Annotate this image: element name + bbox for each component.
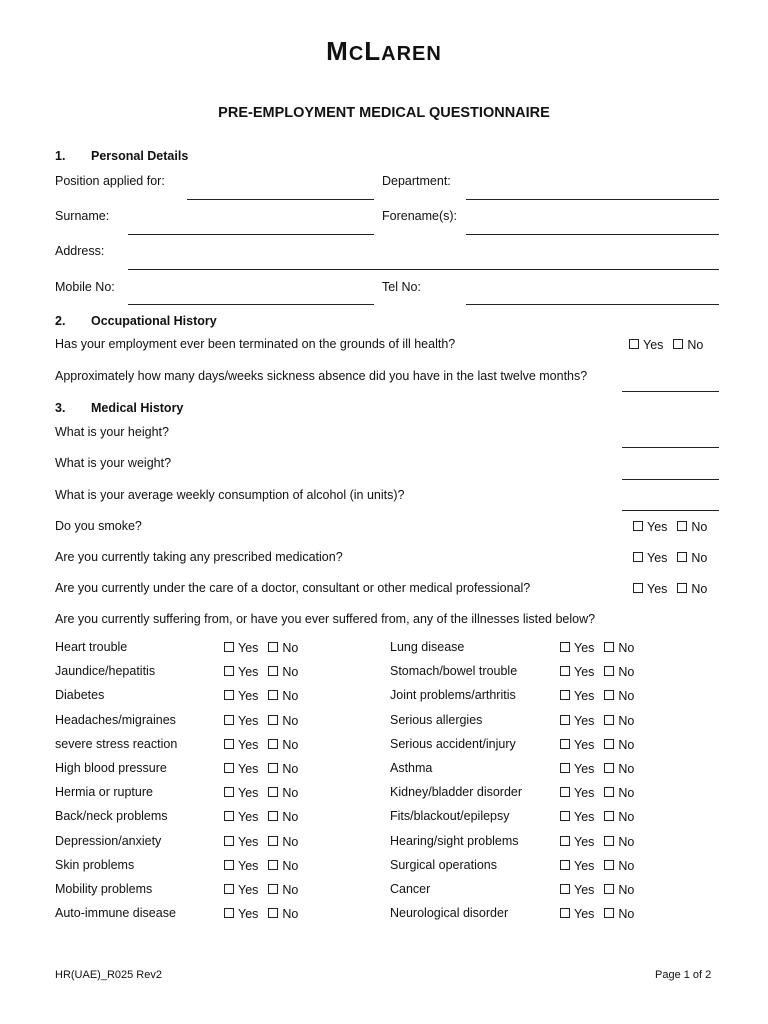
illness-no-option[interactable]: No — [268, 858, 298, 874]
checkbox[interactable] — [560, 715, 570, 725]
question-alcohol: What is your average weekly consumption of alcohol (in units)? — [55, 488, 405, 502]
checkbox[interactable] — [604, 642, 614, 652]
illness-label: Depression/anxiety — [55, 834, 162, 848]
forename-label: Forename(s): — [382, 209, 458, 223]
illness-no-option[interactable]: No — [268, 688, 298, 704]
checkbox[interactable] — [560, 836, 570, 846]
page-number: Page 1 of 2 — [655, 969, 712, 981]
checkbox[interactable] — [268, 715, 278, 725]
checkbox[interactable] — [560, 666, 570, 676]
question-terminated: Has your employment ever been terminated on the grounds of ill health? — [55, 337, 456, 351]
checkbox[interactable] — [629, 339, 639, 349]
illness-no-option[interactable]: No — [268, 834, 298, 850]
checkbox[interactable] — [268, 908, 278, 918]
illness-yes-option[interactable]: Yes — [224, 737, 258, 753]
illness-options — [560, 785, 644, 801]
illness-yes-option[interactable]: Yes — [560, 858, 594, 874]
terminated-options — [629, 337, 713, 353]
absence-field[interactable] — [622, 391, 719, 392]
mobile-label: Mobile No: — [55, 280, 115, 294]
question-absence: Approximately how many days/weeks sickness absence did you have in the last twelve months? — [55, 369, 588, 383]
question-smoke: Do you smoke? — [55, 519, 142, 533]
doctor-yes-option[interactable]: Yes — [633, 581, 667, 597]
illness-yes-option[interactable]: Yes — [224, 906, 258, 922]
question-medication: Are you currently taking any prescribed medication? — [55, 550, 343, 564]
illness-label: Asthma — [390, 761, 433, 775]
checkbox[interactable] — [633, 552, 643, 562]
checkbox[interactable] — [224, 642, 234, 652]
tel-label: Tel No: — [382, 280, 421, 294]
position-field[interactable] — [187, 199, 374, 200]
illness-options — [224, 737, 308, 753]
illness-options — [224, 688, 308, 704]
illness-no-option[interactable]: No — [604, 640, 634, 656]
illness-no-option[interactable]: No — [268, 640, 298, 656]
illness-options — [560, 858, 644, 874]
checkbox[interactable] — [224, 860, 234, 870]
illness-label: Neurological disorder — [390, 906, 509, 920]
checkbox[interactable] — [268, 811, 278, 821]
checkbox[interactable] — [224, 884, 234, 894]
illness-options — [560, 882, 644, 898]
terminated-no-option[interactable]: No — [673, 337, 703, 353]
illness-label: Headaches/migraines — [55, 713, 176, 727]
illness-no-option[interactable]: No — [268, 882, 298, 898]
illness-label: Joint problems/arthritis — [390, 688, 516, 702]
illness-yes-option[interactable]: Yes — [560, 688, 594, 704]
illness-no-option[interactable]: No — [268, 809, 298, 825]
department-label: Department: — [382, 174, 451, 188]
page-title: PRE-EMPLOYMENT MEDICAL QUESTIONNAIRE — [218, 105, 550, 121]
checkbox[interactable] — [560, 642, 570, 652]
terminated-yes-option[interactable]: Yes — [629, 337, 663, 353]
checkbox[interactable] — [604, 884, 614, 894]
checkbox[interactable] — [560, 811, 570, 821]
illness-no-option[interactable]: No — [604, 664, 634, 680]
illness-yes-option[interactable]: Yes — [224, 688, 258, 704]
illness-no-option[interactable]: No — [268, 737, 298, 753]
illness-yes-option[interactable]: Yes — [224, 664, 258, 680]
illness-yes-option[interactable]: Yes — [560, 834, 594, 850]
checkbox[interactable] — [633, 583, 643, 593]
illness-yes-option[interactable]: Yes — [560, 640, 594, 656]
illness-yes-option[interactable]: Yes — [224, 640, 258, 656]
illness-label: Stomach/bowel trouble — [390, 664, 518, 678]
illness-label: High blood pressure — [55, 761, 167, 775]
checkbox[interactable] — [633, 521, 643, 531]
illness-options — [560, 834, 644, 850]
checkbox[interactable] — [224, 787, 234, 797]
illness-no-option[interactable]: No — [604, 785, 634, 801]
illness-yes-option[interactable]: Yes — [560, 882, 594, 898]
checkbox[interactable] — [268, 690, 278, 700]
illness-no-option[interactable]: No — [604, 761, 634, 777]
illness-label: Kidney/bladder disorder — [390, 785, 523, 799]
checkbox[interactable] — [604, 908, 614, 918]
checkbox[interactable] — [604, 715, 614, 725]
smoke-options — [633, 519, 717, 535]
checkbox[interactable] — [560, 884, 570, 894]
illness-yes-option[interactable]: Yes — [224, 882, 258, 898]
illness-yes-option[interactable]: Yes — [560, 664, 594, 680]
illness-label: Jaundice/hepatitis — [55, 664, 156, 678]
height-field[interactable] — [622, 447, 719, 448]
illness-no-option[interactable]: No — [604, 834, 634, 850]
checkbox[interactable] — [604, 763, 614, 773]
smoke-no-option[interactable]: No — [677, 519, 707, 535]
checkbox[interactable] — [268, 739, 278, 749]
medication-yes-option[interactable]: Yes — [633, 550, 667, 566]
illness-no-option[interactable]: No — [604, 688, 634, 704]
illness-yes-option[interactable]: Yes — [560, 737, 594, 753]
illness-label: Surgical operations — [390, 858, 498, 872]
illness-yes-option[interactable]: Yes — [224, 858, 258, 874]
checkbox[interactable] — [673, 339, 683, 349]
doctor-no-option[interactable]: No — [677, 581, 707, 597]
checkbox[interactable] — [560, 763, 570, 773]
question-illnesses: Are you currently suffering from, or have you ever suffered from, any of the illnesses listed below? — [55, 612, 596, 626]
illness-options — [560, 713, 644, 729]
position-label: Position applied for: — [55, 174, 165, 188]
illness-label: Lung disease — [390, 640, 465, 654]
checkbox[interactable] — [560, 739, 570, 749]
illness-label: Hermia or rupture — [55, 785, 153, 799]
doctor-options — [633, 581, 717, 597]
checkbox[interactable] — [604, 690, 614, 700]
illness-yes-option[interactable]: Yes — [224, 761, 258, 777]
checkbox[interactable] — [268, 666, 278, 676]
illness-yes-option[interactable]: Yes — [224, 834, 258, 850]
illness-options — [224, 664, 308, 680]
checkbox[interactable] — [604, 739, 614, 749]
checkbox[interactable] — [224, 763, 234, 773]
checkbox[interactable] — [224, 811, 234, 821]
mobile-field[interactable] — [128, 304, 374, 305]
illness-options — [224, 834, 308, 850]
illness-no-option[interactable]: No — [604, 809, 634, 825]
illness-options — [560, 906, 644, 922]
address-field[interactable] — [128, 269, 719, 270]
tel-field[interactable] — [466, 304, 719, 305]
illness-yes-option[interactable]: Yes — [560, 809, 594, 825]
checkbox[interactable] — [560, 908, 570, 918]
checkbox[interactable] — [604, 811, 614, 821]
checkbox[interactable] — [224, 836, 234, 846]
illness-label: Mobility problems — [55, 882, 153, 896]
checkbox[interactable] — [224, 908, 234, 918]
alcohol-field[interactable] — [622, 510, 719, 511]
illness-options — [224, 858, 308, 874]
illness-yes-option[interactable]: Yes — [560, 906, 594, 922]
illness-label: Serious accident/injury — [390, 737, 516, 751]
illness-options — [560, 737, 644, 753]
checkbox[interactable] — [677, 583, 687, 593]
illness-options — [224, 713, 308, 729]
illness-yes-option[interactable]: Yes — [560, 761, 594, 777]
illness-yes-option[interactable]: Yes — [560, 785, 594, 801]
illness-label: Diabetes — [55, 688, 105, 702]
illness-no-option[interactable]: No — [268, 713, 298, 729]
checkbox[interactable] — [224, 666, 234, 676]
illness-no-option[interactable]: No — [604, 858, 634, 874]
checkbox[interactable] — [224, 715, 234, 725]
forename-field[interactable] — [466, 234, 719, 235]
illness-no-option[interactable]: No — [268, 761, 298, 777]
illness-no-option[interactable]: No — [268, 664, 298, 680]
checkbox[interactable] — [604, 860, 614, 870]
question-height: What is your height? — [55, 425, 169, 439]
company-logo: MCLAREN — [326, 36, 442, 66]
section-personal-details-heading: 1. Personal Details — [55, 149, 189, 163]
checkbox[interactable] — [268, 642, 278, 652]
illness-options — [560, 640, 644, 656]
illness-options — [560, 809, 644, 825]
illness-options — [224, 882, 308, 898]
checkbox[interactable] — [560, 690, 570, 700]
illness-yes-option[interactable]: Yes — [224, 785, 258, 801]
surname-label: Surname: — [55, 209, 110, 223]
illness-no-option[interactable]: No — [268, 785, 298, 801]
illness-options — [224, 785, 308, 801]
illness-options — [560, 761, 644, 777]
illness-label: Heart trouble — [55, 640, 128, 654]
address-label: Address: — [55, 244, 105, 258]
illness-options — [224, 809, 308, 825]
illness-label: Skin problems — [55, 858, 135, 872]
illness-no-option[interactable]: No — [604, 713, 634, 729]
document-code: HR(UAE)_R025 Rev2 — [55, 969, 162, 981]
illness-no-option[interactable]: No — [604, 882, 634, 898]
illness-label: Fits/blackout/epilepsy — [390, 809, 510, 823]
checkbox[interactable] — [268, 787, 278, 797]
illness-label: Back/neck problems — [55, 809, 168, 823]
illness-options — [560, 664, 644, 680]
illness-no-option[interactable]: No — [268, 906, 298, 922]
medication-no-option[interactable]: No — [677, 550, 707, 566]
medication-options — [633, 550, 717, 566]
illness-options — [224, 761, 308, 777]
illness-no-option[interactable]: No — [604, 906, 634, 922]
illness-yes-option[interactable]: Yes — [224, 809, 258, 825]
illness-yes-option[interactable]: Yes — [560, 713, 594, 729]
illness-no-option[interactable]: No — [604, 737, 634, 753]
section-occupational-history-heading: 2. Occupational History — [55, 314, 217, 328]
question-doctor: Are you currently under the care of a doctor, consultant or other medical professional? — [55, 581, 531, 595]
checkbox[interactable] — [224, 690, 234, 700]
section-medical-history-heading: 3. Medical History — [55, 401, 184, 415]
checkbox[interactable] — [268, 884, 278, 894]
illness-label: severe stress reaction — [55, 737, 178, 751]
checkbox[interactable] — [268, 860, 278, 870]
checkbox[interactable] — [677, 521, 687, 531]
illness-options — [224, 640, 308, 656]
checkbox[interactable] — [268, 763, 278, 773]
illness-label: Auto-immune disease — [55, 906, 176, 920]
checkbox[interactable] — [560, 787, 570, 797]
checkbox[interactable] — [677, 552, 687, 562]
checkbox[interactable] — [604, 836, 614, 846]
weight-field[interactable] — [622, 479, 719, 480]
checkbox[interactable] — [268, 836, 278, 846]
illness-yes-option[interactable]: Yes — [224, 713, 258, 729]
illness-label: Serious allergies — [390, 713, 483, 727]
surname-field[interactable] — [128, 234, 374, 235]
illness-options — [560, 688, 644, 704]
illness-options — [224, 906, 308, 922]
checkbox[interactable] — [604, 666, 614, 676]
checkbox[interactable] — [560, 860, 570, 870]
question-weight: What is your weight? — [55, 456, 172, 470]
illness-label: Cancer — [390, 882, 431, 896]
checkbox[interactable] — [604, 787, 614, 797]
smoke-yes-option[interactable]: Yes — [633, 519, 667, 535]
department-field[interactable] — [466, 199, 719, 200]
checkbox[interactable] — [224, 739, 234, 749]
illness-label: Hearing/sight problems — [390, 834, 519, 848]
